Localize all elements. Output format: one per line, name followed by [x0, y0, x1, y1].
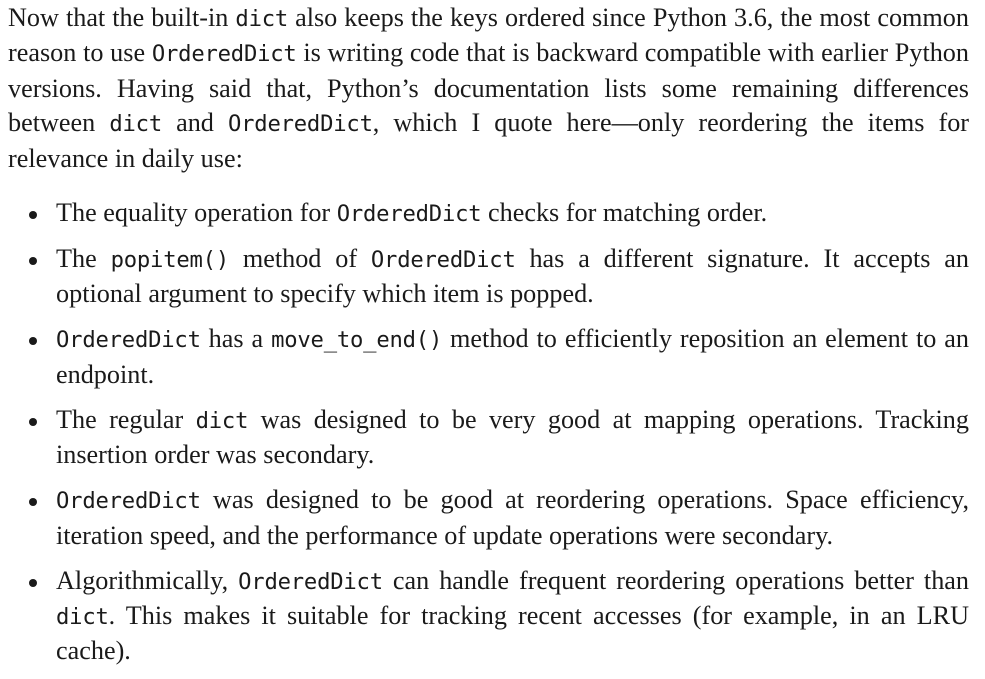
list-item — [8, 483, 969, 553]
bullet-icon — [29, 418, 37, 426]
item-text: was designed to be good at reordering operations. Space efficiency, iteration speed, and the performance of update operations were secondary. — [56, 485, 969, 550]
item-text: method of — [229, 244, 371, 273]
bullet-icon — [29, 579, 37, 587]
document-page — [8, 0, 970, 666]
code-ordereddict: OrderedDict — [151, 41, 297, 68]
differences-list — [8, 196, 969, 679]
intro-text-1: Now that the built-in — [8, 3, 236, 32]
bullet-icon — [29, 337, 37, 345]
bullet-icon — [29, 211, 37, 219]
code-ordereddict: OrderedDict — [227, 111, 373, 138]
intro-text-2: also keeps the keys ordered since Python 3.6, the most common reason to use — [8, 3, 969, 68]
item-text: was designed to be very good at mapping operations. Tracking insertion order was secondary. — [56, 404, 969, 470]
list-item — [8, 242, 969, 312]
intro-text-3: is writing code that is backward compatible with earlier Python versions. Having said that, Python’s documentation lists some remaining differences between — [8, 38, 969, 138]
list-item — [8, 322, 969, 392]
item-text: . This makes it suitable for tracking recent accesses (for example, in an LRU cache). — [56, 601, 969, 666]
bullet-icon — [29, 498, 37, 506]
item-text: method to efficiently reposition an element to an endpoint. — [56, 324, 969, 389]
code-ordereddict: OrderedDict — [238, 568, 383, 595]
bullet-icon — [29, 257, 37, 265]
code-dict: dict — [109, 111, 162, 138]
list-item — [8, 196, 969, 231]
list-item — [8, 403, 969, 473]
intro-text-5: , which I quote here—only reordering the items for relevance in daily use: — [8, 108, 970, 173]
code-dict: dict — [195, 407, 249, 434]
code-move-to-end: move_to_end() — [271, 327, 443, 354]
item-text: checks for matching order. — [481, 198, 768, 227]
code-dict: dict — [235, 6, 289, 32]
list-item — [8, 564, 969, 669]
item-text: can handle frequent reordering operations better than — [382, 565, 970, 595]
intro-paragraph — [8, 0, 969, 176]
item-text: Algorithmically, — [56, 565, 239, 595]
intro-text-4: and — [161, 108, 228, 138]
code-ordereddict: OrderedDict — [56, 488, 201, 515]
item-text: The equality operation for — [56, 198, 337, 227]
item-text: The — [56, 244, 111, 273]
code-ordereddict: OrderedDict — [370, 247, 516, 273]
item-text: has a — [200, 324, 272, 354]
code-ordereddict: OrderedDict — [56, 327, 201, 354]
code-popitem: popitem() — [110, 247, 229, 273]
item-text: has a different signature. It accepts an optional argument to specify which item is popped. — [56, 244, 969, 309]
code-ordereddict: OrderedDict — [336, 201, 482, 227]
code-dict: dict — [56, 604, 109, 631]
item-text: The regular — [56, 404, 196, 434]
